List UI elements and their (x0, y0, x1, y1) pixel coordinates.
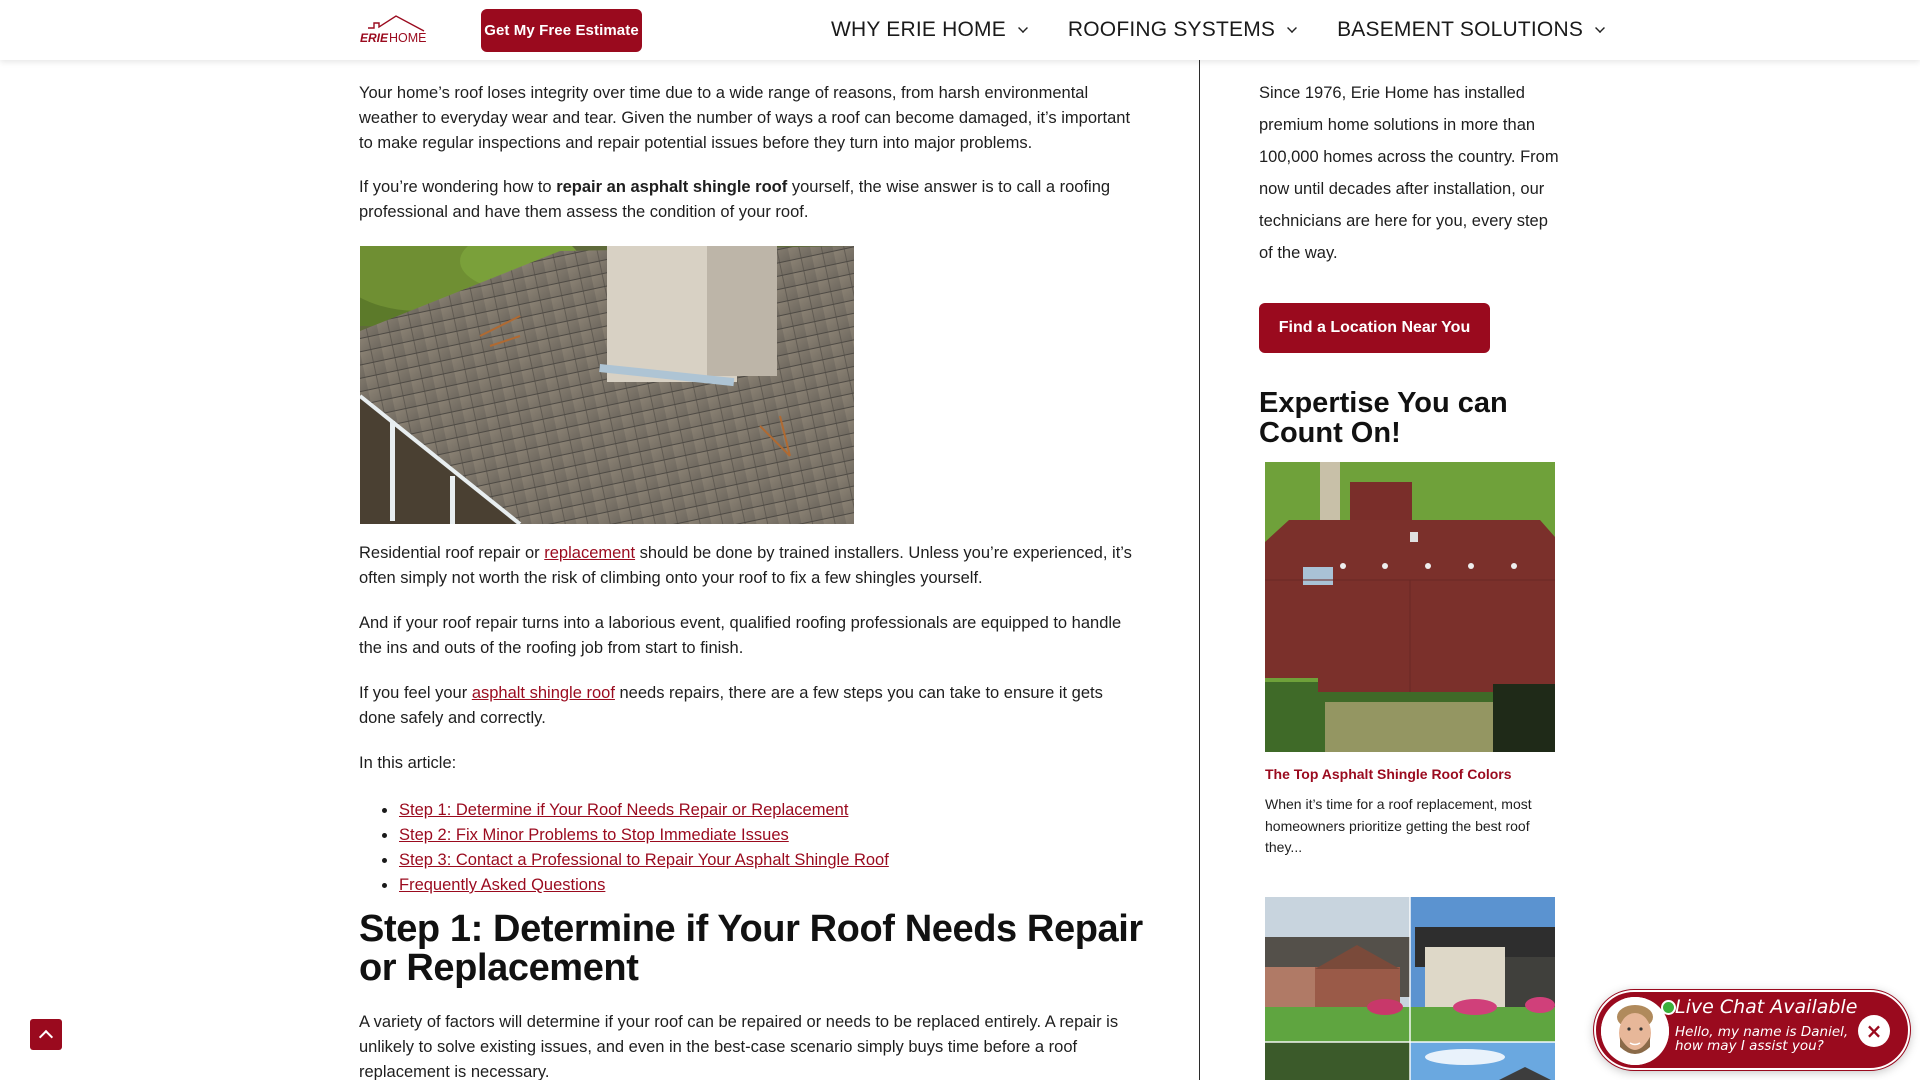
column-divider (1199, 60, 1200, 1080)
chat-greeting: Hello, my name is Daniel, how may I assist you? (1675, 1024, 1849, 1054)
chevron-down-icon (1018, 23, 1028, 33)
aerial-roof-image[interactable] (1265, 462, 1555, 752)
bold-keyword: repair an asphalt shingle roof (556, 178, 788, 196)
article-paragraph: Your home’s roof loses integrity over time due to a wide range of reasons, from harsh environmental weather to everyday wear and tear. Given the number of ways a roof can become damaged, it’s important to make regular inspections and repair potential issues before they turn into major problems. (359, 84, 1131, 152)
in-this-article-label: In this article: (359, 754, 457, 772)
toc-item (399, 823, 889, 848)
article-paragraph (359, 541, 1144, 591)
article-paragraph (359, 175, 1144, 225)
text: should be done by trained installers. Unless you’re experienced, it’s often simply not worth the risk of climbing onto your roof to fix a few shingles yourself. (359, 544, 1132, 587)
damaged-roof-image (360, 246, 854, 524)
toc-link-step-2[interactable]: Step 2: Fix Minor Problems to Stop Immediate Issues (399, 826, 789, 844)
get-free-estimate-button[interactable]: Get My Free Estimate (481, 9, 642, 52)
nav-item-label: BASEMENT SOLUTIONS (1337, 18, 1584, 41)
nav-item-why-erie-home[interactable] (831, 18, 1028, 42)
nav-item-label: ROOFING SYSTEMS (1067, 18, 1276, 41)
replacement-link[interactable]: replacement (544, 544, 636, 562)
agent-avatar (1601, 997, 1669, 1065)
text: If you’re wondering how to (359, 178, 557, 196)
article-paragraph: And if your roof repair turns into a laborious event, qualified roofing professionals are equipped to handle the ins and outs of the roofing job from start to finish. (359, 614, 1122, 657)
card-title-link[interactable]: The Top Asphalt Shingle Roof Colors (1265, 766, 1512, 782)
toc-link-step-1[interactable]: Step 1: Determine if Your Roof Needs Repair or Replacement (399, 801, 849, 819)
chevron-down-icon (1595, 23, 1605, 33)
toc-link-step-3[interactable]: Step 3: Contact a Professional to Repair Your Asphalt Shingle Roof (399, 851, 889, 869)
nav-item-label: WHY ERIE HOME (831, 18, 1006, 41)
nav-item-basement-solutions[interactable] (1337, 18, 1605, 42)
table-of-contents (399, 798, 889, 898)
sidebar-section-title: Expertise You can Count On! (1259, 387, 1508, 449)
text: needs repairs, there are a few steps you can take to ensure it gets done safely and correctly. (359, 684, 1103, 727)
main-nav (831, 0, 1605, 60)
svg-text:HOME: HOME (389, 31, 427, 45)
section-heading: Step 1: Determine if Your Roof Needs Repair or Replacement (359, 908, 1143, 989)
houses-collage-image[interactable] (1265, 897, 1555, 1080)
back-to-top-button[interactable] (30, 1019, 62, 1050)
toc-item (399, 848, 889, 873)
live-chat-widget[interactable] (1594, 990, 1910, 1070)
article-paragraph (359, 681, 1144, 731)
nav-item-roofing-systems[interactable] (1068, 18, 1297, 42)
erie-home-logo[interactable] (360, 14, 436, 46)
chevron-up-icon (39, 1030, 53, 1044)
online-status-icon (1661, 1000, 1676, 1015)
text: yourself, the wise answer is to call a roofing professional and have them assess the condition of your roof. (359, 178, 1111, 221)
close-icon[interactable]: × (1858, 1015, 1890, 1047)
toc-item (399, 873, 889, 898)
svg-text:ERIE: ERIE (360, 31, 389, 45)
chat-title: Live Chat Available (1675, 996, 1858, 1018)
find-location-button[interactable]: Find a Location Near You (1259, 303, 1490, 353)
toc-item (399, 798, 889, 823)
chevron-down-icon (1287, 23, 1297, 33)
card-excerpt: When it’s time for a roof replacement, most homeowners prioritize getting the best roof they... (1265, 796, 1532, 855)
sidebar-intro: Since 1976, Erie Home has installed premium home solutions in more than 100,000 homes across the country. From now until decades after installation, our technicians are here for you, every step of the way. (1259, 84, 1559, 262)
article-paragraph: A variety of factors will determine if your roof can be repaired or needs to be replaced entirely. A repair is unlikely to solve existing issues, and even in the best-case scenario simply buys time before a roof replacement is necessary. (359, 1013, 1119, 1080)
toc-link-faq[interactable]: Frequently Asked Questions (399, 876, 606, 894)
text: If you feel your (359, 684, 472, 702)
asphalt-shingle-roof-link[interactable]: asphalt shingle roof (471, 684, 615, 702)
text: Residential roof repair or (359, 544, 545, 562)
site-header (0, 0, 1920, 60)
